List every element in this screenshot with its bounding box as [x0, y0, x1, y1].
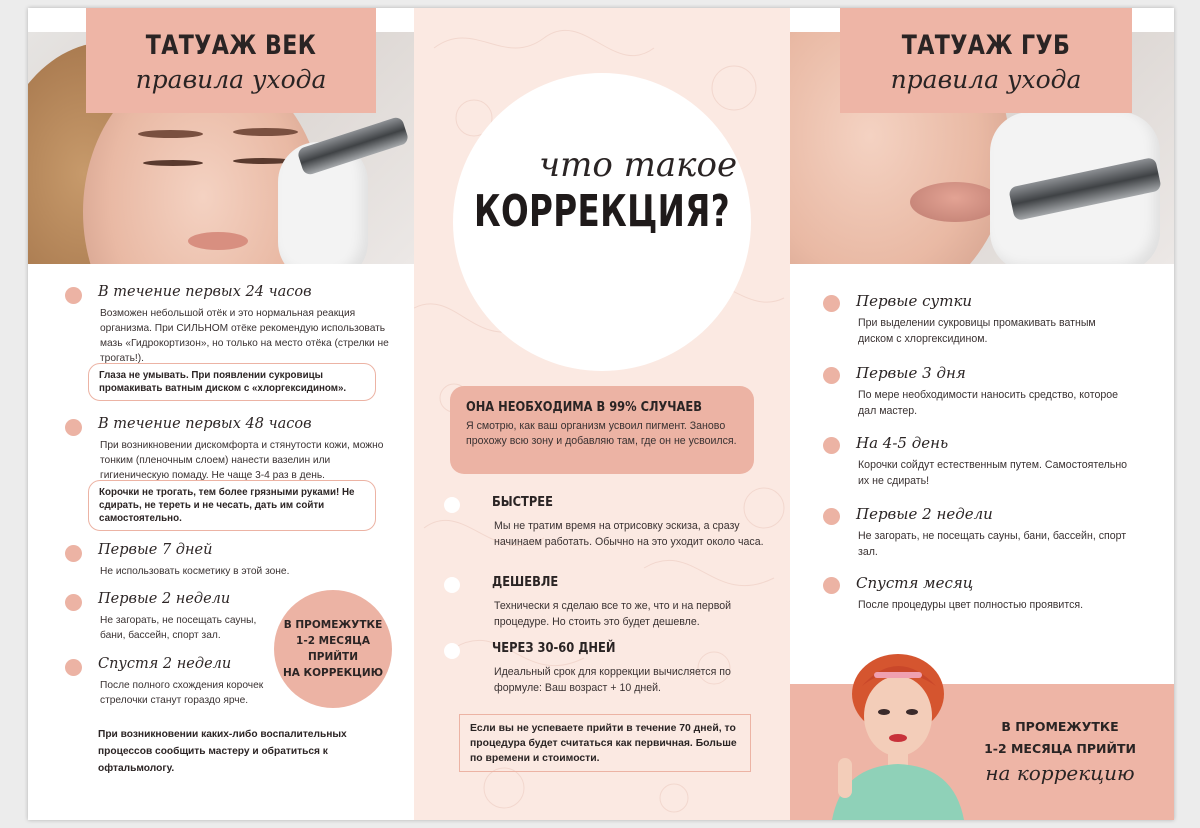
badge-line: 1-2 МЕСЯЦА	[296, 635, 370, 647]
item-text: Технически я сделаю все то же, что и на первой процедуре. Но стоить это будет дешевле.	[494, 600, 732, 628]
item-text: После процедуры цвет полностью проявится.	[858, 599, 1084, 611]
bullet-dot	[444, 643, 460, 659]
warning-text: При возникновении каких-либо воспалительных процессов сообщить мастеру и обратиться к офтальмологу.	[98, 729, 347, 774]
badge-line: ПРИЙТИ	[307, 651, 358, 663]
item-heading: Первые 2 недели	[856, 505, 993, 523]
item-text: Не загорать, не посещать сауны, бани, бассейн, спорт зал.	[100, 615, 257, 641]
necessity-box	[450, 386, 754, 474]
item-heading: Первые 3 дня	[856, 364, 966, 382]
item-text: Не использовать косметику в этой зоне.	[100, 566, 290, 577]
bullet-dot	[65, 287, 82, 304]
item-text: После полного схождения корочек стрелочки станут гораздо ярче.	[100, 680, 264, 706]
box-heading: ОНА НЕОБХОДИМА В 99% СЛУЧАЕВ	[466, 400, 702, 415]
item-text: Не загорать, не посещать сауны, бани, бассейн, спорт зал.	[858, 530, 1127, 558]
correction-title: КОРРЕКЦИЯ?	[474, 186, 730, 237]
correction-panel	[414, 8, 790, 820]
note-box: Глаза не умывать. При появлении сукровицы промакивать ватным диском с «хлоргексидином».	[88, 363, 376, 401]
item-heading: БЫСТРЕЕ	[492, 494, 553, 510]
band-script: на коррекцию	[985, 761, 1135, 785]
bullet-dot	[65, 594, 82, 611]
item-heading: ДЕШЕВЛЕ	[492, 574, 559, 590]
item-heading: Спустя 2 недели	[98, 656, 232, 672]
bullet-dot	[65, 659, 82, 676]
eyelid-tattoo-panel	[28, 8, 414, 820]
item-heading: Первые 2 недели	[98, 591, 231, 607]
item-heading: Первые 7 дней	[98, 542, 213, 558]
bullet-dot	[444, 497, 460, 513]
lip-tattoo-panel	[790, 8, 1174, 820]
item-text: При возникновении дискомфорта и стянутости кожи, можно тонким (пленочным слоем) нанести вазелин или гигиеническую помаду. Не чаще 3-4 раз в день.	[100, 440, 384, 481]
item-heading: Первые сутки	[856, 292, 973, 310]
lip-title-box	[840, 8, 1132, 113]
item-text: Идеальный срок для коррекции вычисляется по формуле: Ваш возраст + 10 дней.	[494, 666, 731, 694]
bullet-dot	[65, 545, 82, 562]
correction-badge	[274, 590, 392, 708]
item-heading: На 4-5 день	[856, 434, 949, 452]
item-heading: В течение первых 24 часов	[98, 284, 312, 300]
box-text: Я смотрю, как ваш организм усвоил пигмент. Заново прохожу всю зону и добавляю там, где он не усвоился.	[466, 420, 737, 447]
bullet-dot	[823, 508, 840, 525]
item-text: Мы не тратим время на отрисовку эскиза, а сразу начинаем работать. Обычно на это уходит около часа.	[494, 520, 764, 548]
bullet-dot	[823, 295, 840, 312]
eyelid-title: ТАТУАЖ ВЕК	[145, 30, 317, 61]
item-text: При выделении сукровицы промакивать ватным диском с хлоргексидином.	[858, 317, 1096, 345]
item-heading: ЧЕРЕЗ 30-60 ДНЕЙ	[492, 640, 616, 656]
bullet-dot	[65, 419, 82, 436]
correction-reminder-text	[960, 716, 1160, 784]
pinup-woman-illustration	[812, 646, 982, 820]
band-line: 1-2 МЕСЯЦА ПРИЙТИ	[984, 741, 1136, 756]
deadline-note: Если вы не успеваете прийти в течение 70 дней, то процедура будет считаться как первичная. Больше по времени и стоимости.	[459, 714, 751, 772]
correction-script-title: что такое	[539, 145, 738, 185]
item-text: По мере необходимости наносить средство, которое дал мастер.	[858, 389, 1119, 417]
badge-line: В ПРОМЕЖУТКЕ	[283, 619, 383, 631]
bullet-dot	[823, 367, 840, 384]
eyelid-subtitle: правила ухода	[135, 65, 327, 94]
bullet-dot	[823, 577, 840, 594]
item-text: Корочки сойдут естественным путем. Самостоятельно их не сдирать!	[858, 459, 1128, 487]
lip-title: ТАТУАЖ ГУБ	[901, 30, 1071, 61]
bullet-dot	[823, 437, 840, 454]
item-text: Возможен небольшой отёк и это нормальная реакция организма. При СИЛЬНОМ отёке рекомендую использовать мазь «Гидрокортизон», но только на место отёка (стрелки не трогать!).	[100, 308, 389, 364]
band-line: В ПРОМЕЖУТКЕ	[1001, 719, 1119, 734]
lip-subtitle: правила ухода	[890, 65, 1082, 94]
item-heading: В течение первых 48 часов	[98, 416, 312, 432]
eyelid-title-box	[86, 8, 376, 113]
badge-line: НА КОРРЕКЦИЮ	[282, 667, 384, 679]
item-heading: Спустя месяц	[856, 574, 974, 592]
brochure-sheet	[28, 8, 1174, 820]
bullet-dot	[444, 577, 460, 593]
note-box: Корочки не трогать, тем более грязными руками! Не сдирать, не тереть и не чесать, дать им сойти самостоятельно.	[88, 480, 376, 531]
